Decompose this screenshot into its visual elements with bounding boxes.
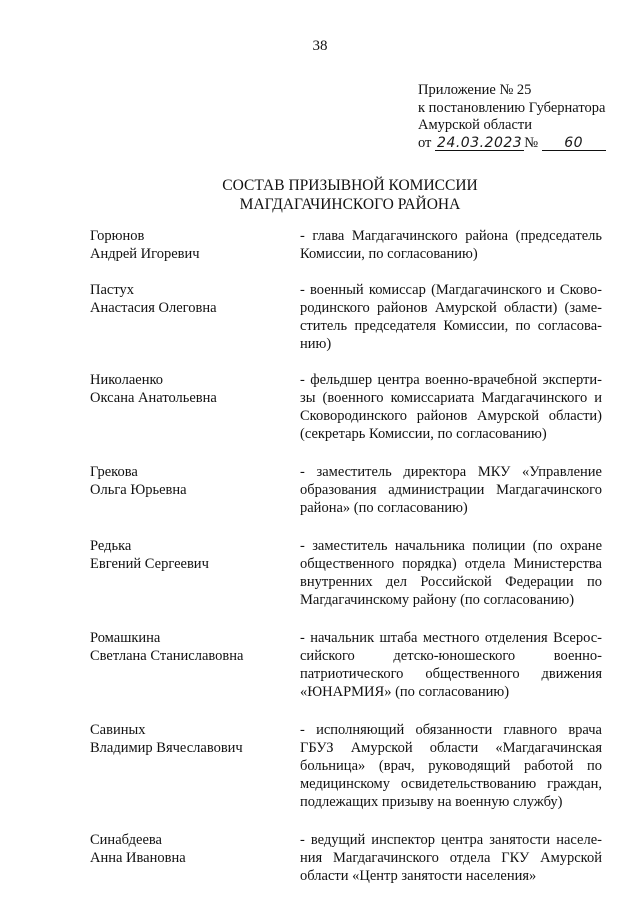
annex-date-line xyxy=(418,135,618,153)
member-role: - исполняющий обязанности главного врача ГБУЗ Амурской области «Магдагачинская больница» (врач, руководящий работой по медицинскому освидетельствованию граждан, подлежащих призыву на военную службу) xyxy=(300,722,602,810)
member-entry xyxy=(90,227,610,263)
member-surname: Николаенко xyxy=(90,372,164,388)
page-number: 38 xyxy=(312,38,328,54)
members-list xyxy=(90,227,610,885)
member-surname: Савиных xyxy=(90,722,146,738)
member-name xyxy=(90,371,300,443)
member-surname: Пастух xyxy=(90,282,134,298)
number-prefix: № xyxy=(524,134,539,151)
document-title xyxy=(0,176,640,214)
member-role: - ведущий инспектор центра занятости населения Магдагачинского отдела ГКУ Амурской области «Центр занятости населения» xyxy=(300,832,602,884)
member-name xyxy=(90,721,300,811)
member-name xyxy=(90,281,300,353)
member-given-name: Анна Ивановна xyxy=(90,850,186,866)
member-surname: Горюнов xyxy=(90,228,145,244)
date-prefix: от xyxy=(418,134,432,151)
member-name xyxy=(90,227,300,263)
member-name xyxy=(90,831,300,885)
member-entry xyxy=(90,721,610,811)
title-line-1: СОСТАВ ПРИЗЫВНОЙ КОМИССИИ xyxy=(222,177,478,194)
member-given-name: Оксана Анатольевна xyxy=(90,390,217,406)
member-name xyxy=(90,463,300,517)
member-role: - военный комиссар (Магдагачинского и Сковородинского районов Амурской области) (заместитель председателя Комиссии, по согласованию) xyxy=(300,282,602,352)
member-given-name: Владимир Вячеславович xyxy=(90,740,243,756)
handwritten-date: 24.03.2023 xyxy=(437,134,523,151)
member-surname: Грекова xyxy=(90,464,138,480)
member-entry xyxy=(90,831,610,885)
handwritten-number: 60 xyxy=(542,136,606,151)
member-given-name: Андрей Игоревич xyxy=(90,246,200,262)
member-surname: Редька xyxy=(90,538,132,554)
member-given-name: Ольга Юрьевна xyxy=(90,482,187,498)
member-given-name: Светлана Станиславовна xyxy=(90,648,244,664)
member-entry xyxy=(90,629,610,701)
member-role: - заместитель начальника полиции (по охране общественного порядка) отдела Министерства внутренних дел Российской Федерации по Магдагачинскому району (по согласованию) xyxy=(300,538,602,608)
member-given-name: Евгений Сергеевич xyxy=(90,556,209,572)
member-role: - заместитель директора МКУ «Управление образования администрации Магдагачинского района» (по согласованию) xyxy=(300,464,602,516)
member-entry xyxy=(90,371,610,443)
annex-resolution: к постановлению Губернатора xyxy=(418,99,606,116)
member-role: - глава Магдагачинского района (председатель Комиссии, по согласованию) xyxy=(300,228,602,262)
annex-block xyxy=(418,82,618,152)
member-role: - начальник штаба местного отделения Всероссийского детско-юношеского военно-патриотического общественного движения «ЮНАРМИЯ» (по согласованию) xyxy=(300,630,602,700)
member-entry xyxy=(90,281,610,353)
member-given-name: Анастасия Олеговна xyxy=(90,300,217,316)
member-role: - фельдшер центра военно-врачебной экспертизы (военного комиссариата Магдагачинского и Сковородинского районов Амурской области) (секретарь Комиссии, по согласованию) xyxy=(300,372,602,442)
member-entry xyxy=(90,537,610,609)
annex-title: Приложение № 25 xyxy=(418,82,532,98)
member-name xyxy=(90,537,300,609)
annex-region: Амурской области xyxy=(418,117,532,133)
member-surname: Ромашкина xyxy=(90,630,161,646)
title-line-2: МАГДАГАЧИНСКОГО РАЙОНА xyxy=(239,196,461,213)
member-entry xyxy=(90,463,610,517)
member-name xyxy=(90,629,300,701)
member-surname: Синабдеева xyxy=(90,832,162,848)
